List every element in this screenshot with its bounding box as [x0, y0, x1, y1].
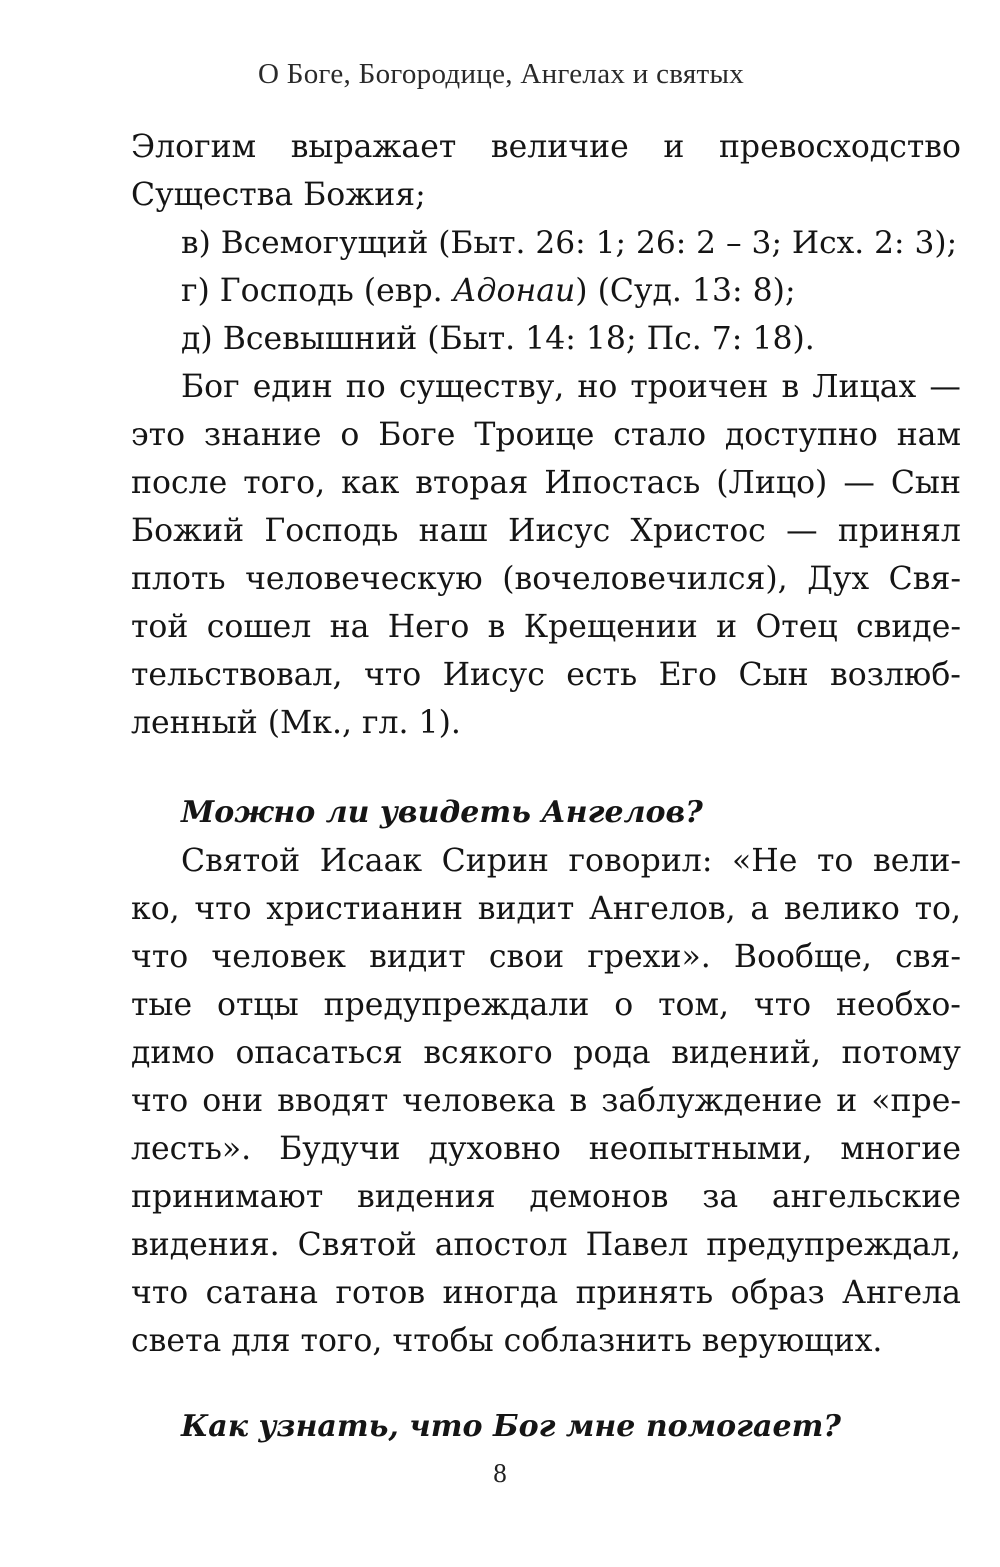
word: величие: [490, 129, 629, 165]
word: Сын: [738, 657, 809, 693]
word: Христос: [630, 513, 766, 549]
word: христианин: [266, 891, 464, 927]
word: Боге: [378, 417, 456, 453]
text-line: [131, 1077, 961, 1125]
word: неопытными,: [588, 1131, 813, 1167]
word: что: [753, 987, 812, 1023]
word: нам: [896, 417, 961, 453]
word: предупреждал,: [706, 1227, 961, 1263]
word: Божий: [131, 513, 245, 549]
text-line: [131, 603, 961, 651]
word: превосходство: [718, 129, 961, 165]
word: Господь: [264, 513, 399, 549]
word: на: [329, 609, 370, 645]
word: Ипостась: [544, 465, 701, 501]
word: многие: [840, 1131, 961, 1167]
word: заблуждение: [601, 1083, 823, 1119]
word: опасаться: [235, 1035, 403, 1071]
text-line: Существа Божия;: [131, 177, 426, 213]
word: человека: [402, 1083, 556, 1119]
text-line: [131, 459, 961, 507]
word: и: [663, 129, 685, 165]
word: Отец: [755, 609, 838, 645]
word: «пре-: [871, 1083, 961, 1119]
word: а: [750, 891, 770, 927]
word: апостол: [434, 1227, 568, 1263]
word: сошел: [206, 609, 312, 645]
word: то: [816, 843, 854, 879]
word: то,: [914, 891, 961, 927]
word: о: [340, 417, 360, 453]
word: принимают: [131, 1179, 324, 1215]
word: (вочеловечился),: [502, 561, 788, 597]
word: свои: [488, 939, 565, 975]
word: видит: [369, 939, 466, 975]
text-line: [131, 1125, 961, 1173]
word: Лицах: [812, 369, 917, 405]
section-heading: Можно ли увидеть Ангелов?: [181, 795, 703, 830]
word: и: [716, 609, 738, 645]
list-item-d: д) Всевышний (Быт. 14: 18; Пс. 7: 18).: [181, 321, 815, 357]
word: принять: [575, 1275, 714, 1311]
word: ко,: [131, 891, 180, 927]
text-line: [131, 837, 961, 885]
word: велико: [783, 891, 900, 927]
page-body: [131, 123, 961, 1451]
word: наш: [418, 513, 488, 549]
word: свя-: [895, 939, 961, 975]
word: Элогим: [131, 129, 257, 165]
word: знание: [203, 417, 322, 453]
word: вводят: [277, 1083, 389, 1119]
word: есть: [566, 657, 638, 693]
word: человек: [211, 939, 346, 975]
word: Свя-: [888, 561, 961, 597]
word: Иисус: [442, 657, 545, 693]
word: Него: [387, 609, 470, 645]
word: Будучи: [279, 1131, 401, 1167]
word: но: [577, 369, 618, 405]
word: Крещении: [523, 609, 698, 645]
text-line: [131, 1029, 961, 1077]
text-line: [131, 411, 961, 459]
text-line: [131, 1173, 961, 1221]
text-line: [131, 933, 961, 981]
word: видит: [477, 891, 575, 927]
word: в: [487, 609, 506, 645]
word: сатана: [205, 1275, 319, 1311]
word: Его: [658, 657, 718, 693]
word: возлюб-: [830, 657, 961, 693]
word: что: [131, 1083, 189, 1119]
word: по: [345, 369, 386, 405]
text-line: ленный (Мк., гл. 1).: [131, 705, 461, 741]
word: предупреждали: [323, 987, 590, 1023]
word: говорил:: [568, 843, 713, 879]
text-line: [131, 507, 961, 555]
word: грехи».: [587, 939, 711, 975]
section-spacer: [131, 1365, 961, 1403]
word: что: [131, 939, 189, 975]
text-line: [131, 555, 961, 603]
word: Павел: [585, 1227, 689, 1263]
word: —: [843, 465, 875, 501]
word: потому: [841, 1035, 961, 1071]
word: они: [202, 1083, 264, 1119]
word: всякого: [423, 1035, 553, 1071]
word: Ангелов,: [588, 891, 736, 927]
word: что: [363, 657, 422, 693]
word: выражает: [290, 129, 457, 165]
list-item-g: [131, 267, 961, 315]
word: един: [252, 369, 333, 405]
text-line: [131, 363, 961, 411]
word: того,: [243, 465, 326, 501]
word: необхо-: [836, 987, 961, 1023]
word: Сын: [890, 465, 961, 501]
text-line: [131, 981, 961, 1029]
word: стало: [613, 417, 707, 453]
text-line: света для того, чтобы соблазнить верующих.: [131, 1323, 883, 1359]
word: после: [131, 465, 228, 501]
word: тые: [131, 987, 193, 1023]
word: вели-: [872, 843, 961, 879]
word: Сирин: [441, 843, 549, 879]
word: видений,: [671, 1035, 821, 1071]
list-item-v: в) Всемогущий (Быт. 26: 1; 26: 2 – 3; Исх. 2: 3);: [181, 225, 958, 261]
text-line: [131, 1221, 961, 1269]
word: это: [131, 417, 186, 453]
word: —: [929, 369, 961, 405]
word: существу,: [398, 369, 565, 405]
word: (Лицо): [716, 465, 828, 501]
word: том,: [658, 987, 729, 1023]
word: человеческую: [245, 561, 483, 597]
word: Ангела: [842, 1275, 961, 1311]
word: ангельские: [771, 1179, 961, 1215]
word: духовно: [428, 1131, 561, 1167]
word: Вообще,: [733, 939, 872, 975]
list-item-text: ) (Суд. 13: 8);: [575, 273, 796, 309]
italic-term: Адонаи: [452, 273, 576, 309]
word: принял: [837, 513, 961, 549]
word: —: [786, 513, 818, 549]
text-line: [131, 123, 961, 171]
word: димо: [131, 1035, 215, 1071]
word: той: [131, 609, 189, 645]
section-heading: Как узнать, что Бог мне помогает?: [181, 1409, 841, 1444]
text-line: [131, 1269, 961, 1317]
text-line: [131, 651, 961, 699]
word: троичен: [630, 369, 769, 405]
word: рода: [573, 1035, 651, 1071]
word: видения: [356, 1179, 496, 1215]
word: что: [131, 1275, 189, 1311]
word: в: [781, 369, 800, 405]
word: за: [702, 1179, 739, 1215]
word: видения.: [131, 1227, 280, 1263]
word: Святой: [181, 843, 301, 879]
word: вторая: [415, 465, 529, 501]
word: Иисус: [507, 513, 611, 549]
word: свиде-: [855, 609, 961, 645]
word: лесть».: [131, 1131, 252, 1167]
word: и: [836, 1083, 858, 1119]
word: образ: [730, 1275, 825, 1311]
list-item-text: г) Господь (евр.: [181, 273, 453, 309]
word: Дух: [807, 561, 870, 597]
word: как: [341, 465, 400, 501]
word: доступно: [724, 417, 878, 453]
word: что: [194, 891, 252, 927]
word: о: [614, 987, 634, 1023]
word: тельствовал,: [131, 657, 343, 693]
running-title: О Боге, Богородице, Ангелах и святых: [258, 58, 745, 90]
page-number: 8: [493, 1458, 507, 1488]
word: Троице: [474, 417, 595, 453]
word: плоть: [131, 561, 226, 597]
word: Святой: [297, 1227, 417, 1263]
section-spacer: [131, 747, 961, 789]
word: Бог: [181, 369, 240, 405]
word: готов: [335, 1275, 426, 1311]
word: «Не: [732, 843, 798, 879]
text-line: [131, 885, 961, 933]
word: демонов: [529, 1179, 669, 1215]
word: Исаак: [319, 843, 423, 879]
word: в: [569, 1083, 588, 1119]
word: отцы: [217, 987, 299, 1023]
word: иногда: [442, 1275, 559, 1311]
